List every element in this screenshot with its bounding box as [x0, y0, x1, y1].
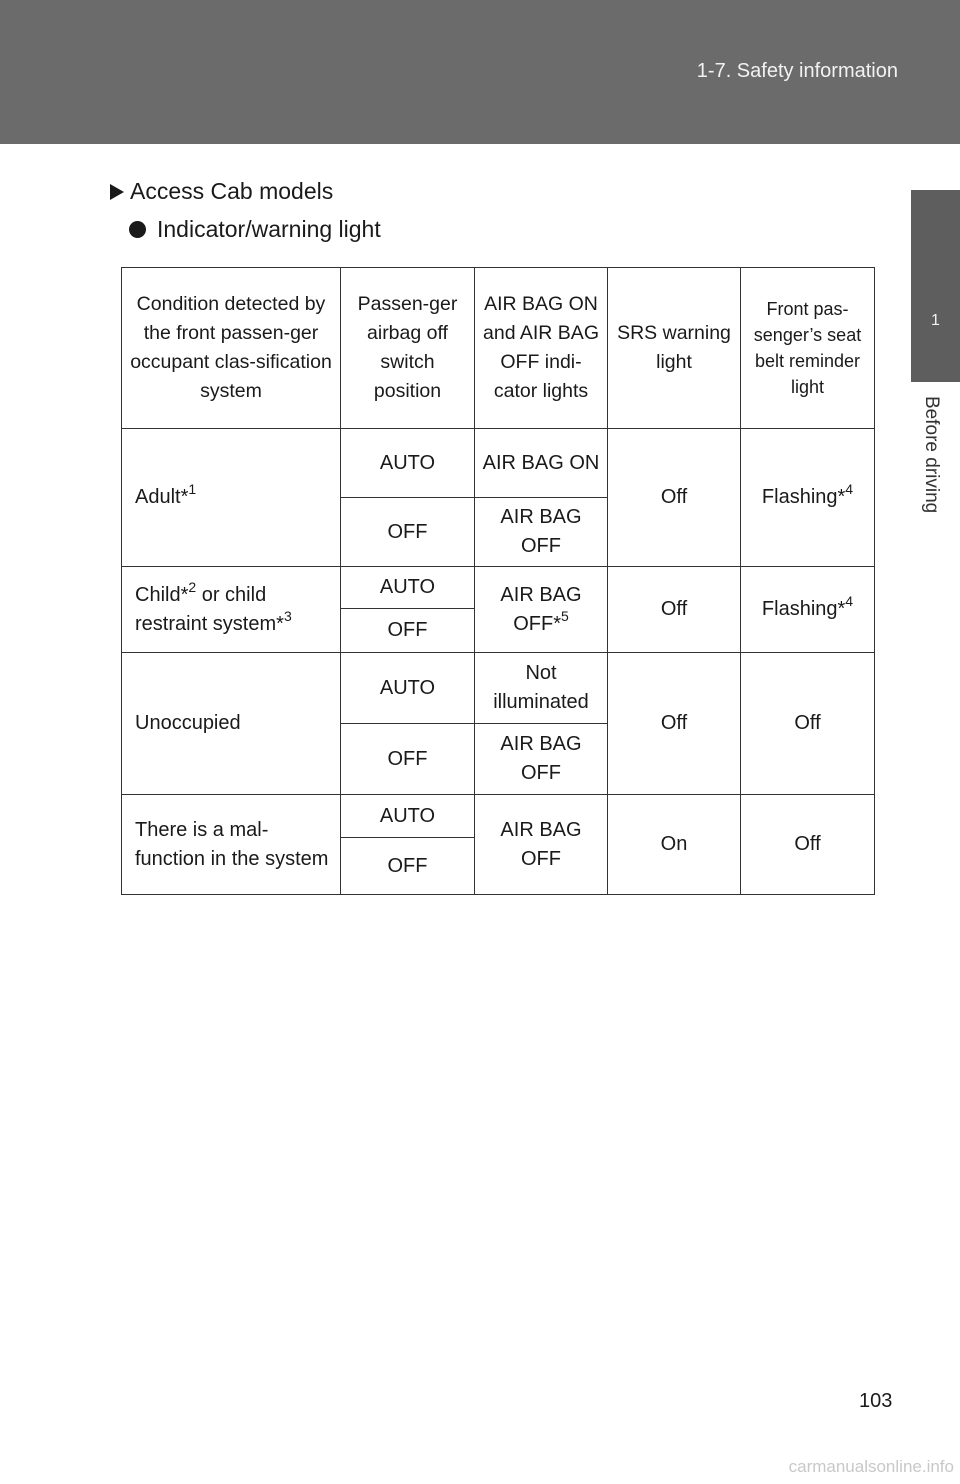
cell-switch: OFF: [341, 838, 475, 895]
cell-condition-adult: Adult*$^1$: [122, 429, 341, 567]
cell-indicator: AIR BAG OFF: [475, 724, 608, 795]
cell-switch: AUTO: [341, 567, 475, 609]
cell-indicator: AIR BAG ON: [475, 429, 608, 498]
page-header: [0, 0, 960, 144]
cell-switch: AUTO: [341, 653, 475, 724]
cell-switch: OFF: [341, 498, 475, 567]
chapter-number: 1: [931, 312, 940, 329]
circle-bullet-icon: [129, 221, 146, 238]
header-seat-belt-reminder: Front pas-senger’s seat belt reminder light: [741, 268, 875, 429]
section-heading: [110, 178, 333, 205]
cell-srs: Off: [608, 429, 741, 567]
cell-condition-unoccupied: Unoccupied: [122, 653, 341, 795]
cell-indicator: AIR BAG OFF*$^5$: [475, 567, 608, 653]
header-switch-position: Passen-ger airbag off switch position: [341, 268, 475, 429]
chapter-label: Before driving: [921, 396, 942, 514]
cell-indicator: Not illuminated: [475, 653, 608, 724]
header-srs-light: SRS warning light: [608, 268, 741, 429]
page-number: 103: [859, 1390, 893, 1412]
cell-reminder: Flashing*$^4$: [741, 567, 875, 653]
cell-condition-malfunction: There is a mal-function in the system: [122, 795, 341, 895]
header-indicator-lights: AIR BAG ON and AIR BAG OFF indi-cator lights: [475, 268, 608, 429]
triangle-bullet-icon: [110, 184, 124, 200]
cell-reminder: Off: [741, 795, 875, 895]
cell-indicator: AIR BAG OFF: [475, 498, 608, 567]
cell-srs: Off: [608, 567, 741, 653]
cell-switch: AUTO: [341, 795, 475, 838]
cell-srs: On: [608, 795, 741, 895]
cell-srs: Off: [608, 653, 741, 795]
subsection-heading-text: Indicator/warning light: [157, 216, 381, 242]
indicator-table: [121, 267, 875, 895]
chapter-tab: [911, 190, 960, 382]
cell-condition-child: Child*$^2$ or child restraint system*$^3$: [122, 567, 341, 653]
subsection-heading: [127, 216, 381, 243]
cell-switch: AUTO: [341, 429, 475, 498]
watermark: carmanualsonline.info: [788, 1457, 954, 1476]
cell-indicator: AIR BAG OFF: [475, 795, 608, 895]
cell-reminder: Flashing*$^4$: [741, 429, 875, 567]
cell-reminder: Off: [741, 653, 875, 795]
section-title: 1-7. Safety information: [696, 60, 898, 82]
header-condition: Condition detected by the front passen-ger occupant clas-sification system: [122, 268, 341, 429]
cell-switch: OFF: [341, 609, 475, 653]
section-heading-text: Access Cab models: [130, 178, 334, 204]
cell-switch: OFF: [341, 724, 475, 795]
